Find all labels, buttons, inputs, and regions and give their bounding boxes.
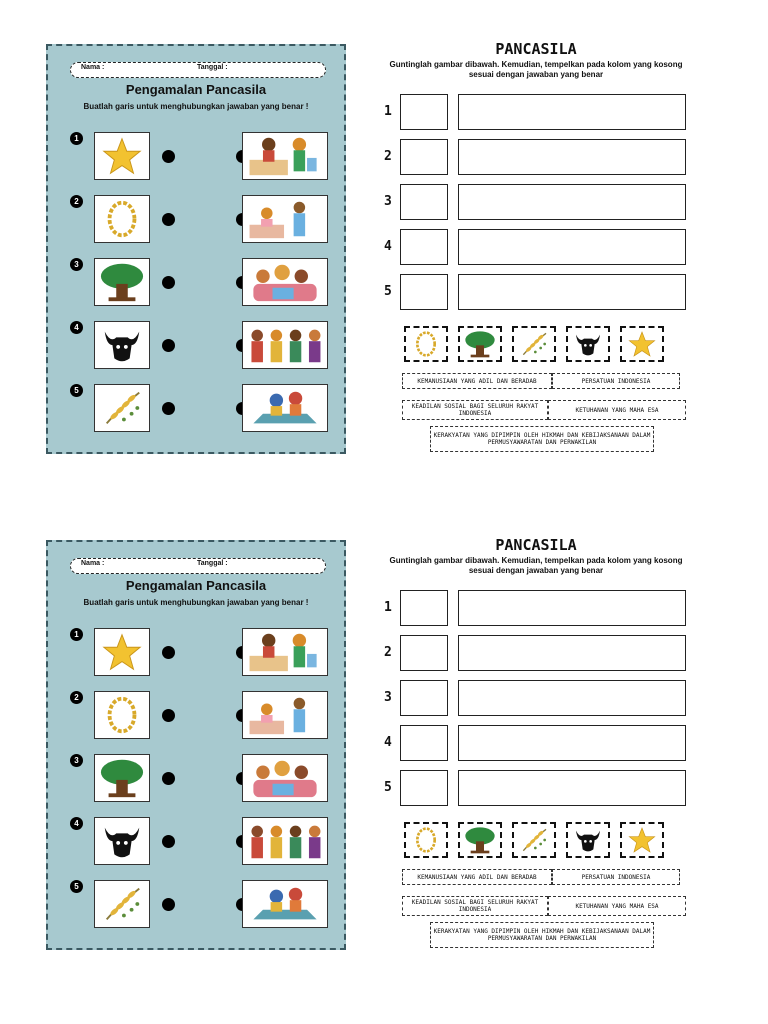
row-number: 4 [70,321,83,334]
cutout-bull-head-icon[interactable] [566,326,610,362]
matching-row [48,880,344,932]
label-ketuhanan[interactable]: KETUHANAN YANG MAHA ESA [548,896,686,916]
cutout-instruction: Guntinglah gambar dibawah. Kemudian, tempelkan pada kolom yang kosong sesuai dengan jawaban yang benar [389,556,683,575]
banyan-tree-icon-box [94,258,150,306]
slot-number: 1 [384,600,392,615]
rice-cotton-icon-box [94,880,150,928]
row-number: 1 [70,132,83,145]
paste-icon-slot[interactable] [400,229,448,265]
label-kemanusiaan[interactable]: KEMANUSIAAN YANG ADIL DAN BERADAB [402,869,552,885]
paste-label-slot[interactable] [458,725,686,761]
paste-label-slot[interactable] [458,184,686,220]
label-persatuan[interactable]: PERSATUAN INDONESIA [552,373,680,389]
matching-card [46,540,346,950]
slot-number: 1 [384,104,392,119]
left-connector-dot[interactable] [162,213,175,226]
family-cooking-picture [242,628,328,676]
paste-icon-slot[interactable] [400,139,448,175]
paste-label-slot[interactable] [458,229,686,265]
date-label: Tanggal : [197,560,228,567]
paste-icon-slot[interactable] [400,590,448,626]
paste-icon-slot[interactable] [400,635,448,671]
left-connector-dot[interactable] [162,402,175,415]
left-connector-dot[interactable] [162,772,175,785]
label-kerakyatan[interactable]: KERAKYATAN YANG DIPIMPIN OLEH HIKMAH DAN KEBIJAKSANAAN DALAM PERMUSYAWARATAN DAN PERWAKILAN [430,426,654,452]
slot-number: 3 [384,194,392,209]
slot-number: 5 [384,284,392,299]
slot-number: 5 [384,780,392,795]
cutout-panel [366,532,706,962]
rice-cotton-icon-box [94,384,150,432]
left-connector-dot[interactable] [162,835,175,848]
paste-icon-slot[interactable] [400,274,448,310]
cutout-chain-icon[interactable] [404,822,448,858]
name-date-field[interactable] [70,558,326,574]
label-persatuan[interactable]: PERSATUAN INDONESIA [552,869,680,885]
matching-row [48,384,344,436]
bull-head-icon-box [94,321,150,369]
worksheet-subtitle: Buatlah garis untuk menghubungkan jawaban yang benar ! [83,102,309,111]
paste-label-slot[interactable] [458,770,686,806]
banyan-tree-icon-box [94,754,150,802]
left-connector-dot[interactable] [162,150,175,163]
paste-label-slot[interactable] [458,680,686,716]
cutout-star-icon[interactable] [620,822,664,858]
left-connector-dot[interactable] [162,646,175,659]
chain-icon-box [94,691,150,739]
cutout-rice-cotton-icon[interactable] [512,822,556,858]
label-kemanusiaan[interactable]: KEMANUSIAAN YANG ADIL DAN BERADAB [402,373,552,389]
paste-label-slot[interactable] [458,590,686,626]
chain-icon-box [94,195,150,243]
row-number: 2 [70,691,83,704]
paste-icon-slot[interactable] [400,184,448,220]
star-icon-box [94,132,150,180]
left-connector-dot[interactable] [162,276,175,289]
row-number: 5 [70,384,83,397]
helping-picture [242,691,328,739]
matching-row [48,817,344,869]
worksheet-title: Pengamalan Pancasila [125,82,267,97]
left-connector-dot[interactable] [162,339,175,352]
bull-head-icon-box [94,817,150,865]
praying-picture [242,384,328,432]
matching-row [48,195,344,247]
label-keadilan[interactable]: KEADILAN SOSIAL BAGI SELURUH RAKYAT INDONESIA [402,400,548,420]
name-label: Nama : [81,64,105,71]
paste-label-slot[interactable] [458,94,686,130]
row-number: 4 [70,817,83,830]
diverse-people-picture [242,321,328,369]
family-group-picture [242,258,328,306]
worksheet-subtitle: Buatlah garis untuk menghubungkan jawaban yang benar ! [83,598,309,607]
diverse-people-picture [242,817,328,865]
paste-icon-slot[interactable] [400,94,448,130]
cutout-rice-cotton-icon[interactable] [512,326,556,362]
name-date-field[interactable] [70,62,326,78]
paste-label-slot[interactable] [458,139,686,175]
row-number: 3 [70,754,83,767]
cutout-banyan-tree-icon[interactable] [458,822,502,858]
cutout-star-icon[interactable] [620,326,664,362]
matching-card [46,44,346,454]
name-label: Nama : [81,560,105,567]
left-connector-dot[interactable] [162,898,175,911]
slot-number: 2 [384,149,392,164]
cutout-chain-icon[interactable] [404,326,448,362]
date-label: Tanggal : [197,64,228,71]
matching-row [48,258,344,310]
star-icon-box [94,628,150,676]
helping-picture [242,195,328,243]
praying-picture [242,880,328,928]
label-ketuhanan[interactable]: KETUHANAN YANG MAHA ESA [548,400,686,420]
row-number: 1 [70,628,83,641]
cutout-panel [366,36,706,466]
matching-row [48,754,344,806]
family-cooking-picture [242,132,328,180]
row-number: 5 [70,880,83,893]
left-connector-dot[interactable] [162,709,175,722]
row-number: 2 [70,195,83,208]
family-group-picture [242,754,328,802]
worksheet-page-bottom [0,496,768,1008]
paste-label-slot[interactable] [458,274,686,310]
paste-label-slot[interactable] [458,635,686,671]
matching-row [48,132,344,184]
matching-row [48,628,344,680]
matching-row [48,691,344,743]
cutout-instruction: Guntinglah gambar dibawah. Kemudian, tempelkan pada kolom yang kosong sesuai dengan jawaban yang benar [389,60,683,79]
slot-number: 3 [384,690,392,705]
pancasila-title: PANCASILA [495,40,577,58]
paste-icon-slot[interactable] [400,725,448,761]
matching-row [48,321,344,373]
paste-icon-slot[interactable] [400,770,448,806]
slot-number: 4 [384,239,392,254]
row-number: 3 [70,258,83,271]
cutout-bull-head-icon[interactable] [566,822,610,858]
paste-icon-slot[interactable] [400,680,448,716]
cutout-banyan-tree-icon[interactable] [458,326,502,362]
pancasila-title: PANCASILA [495,536,577,554]
label-kerakyatan[interactable]: KERAKYATAN YANG DIPIMPIN OLEH HIKMAH DAN KEBIJAKSANAAN DALAM PERMUSYAWARATAN DAN PERWAKILAN [430,922,654,948]
slot-number: 2 [384,645,392,660]
label-keadilan[interactable]: KEADILAN SOSIAL BAGI SELURUH RAKYAT INDONESIA [402,896,548,916]
worksheet-title: Pengamalan Pancasila [125,578,267,593]
slot-number: 4 [384,735,392,750]
